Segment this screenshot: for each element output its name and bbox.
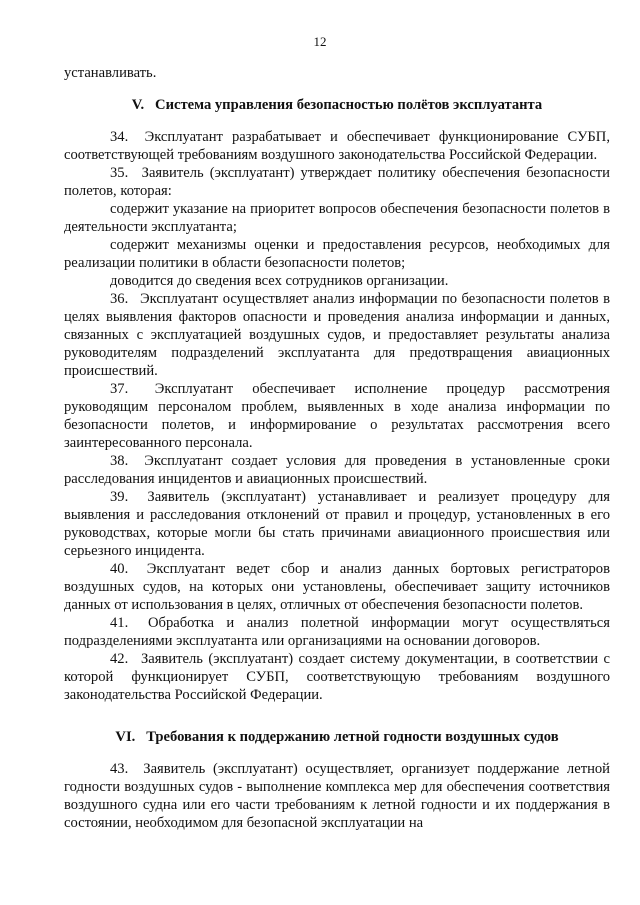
paragraph-34: 34. Эксплуатант разрабатывает и обеспечивает функционирование СУБП, соответствующей требованиям воздушного законодательства Российской Федерации. bbox=[64, 129, 610, 163]
section-heading-6: VI. Требования к поддержанию летной годности воздушных судов bbox=[115, 729, 559, 745]
paragraph-35-item-3: доводится до сведения всех сотрудников организации. bbox=[110, 273, 449, 289]
paragraph-35-item-1: содержит указание на приоритет вопросов обеспечения безопасности полетов в деятельности эксплуатанта; bbox=[64, 201, 610, 235]
paragraph-39: 39. Заявитель (эксплуатант) устанавливает и реализует процедуру для выявления и расследования отклонений от правил и процедур, установленных в его руководствах, которые могли бы стать причинами авиационного происшествия или серьезного инцидента. bbox=[64, 489, 610, 559]
section-heading-5: V. Система управления безопасностью полётов эксплуатанта bbox=[131, 97, 543, 113]
paragraph-38: 38. Эксплуатант создает условия для проведения в установленные сроки расследования инцидентов и авиационных происшествий. bbox=[64, 453, 610, 487]
paragraph-35-item-2: содержит механизмы оценки и предоставления ресурсов, необходимых для реализации политики в области безопасности полетов; bbox=[64, 237, 610, 271]
document-body bbox=[64, 64, 610, 832]
paragraph-41: 41. Обработка и анализ полетной информации могут осуществляться подразделениями эксплуатанта или организациями на основании договоров. bbox=[64, 615, 610, 649]
paragraph-continuation: устанавливать. bbox=[64, 65, 157, 81]
paragraph-42: 42. Заявитель (эксплуатант) создает систему документации, в соответствии с которой функционирует СУБП, соответствующую требованиям воздушного законодательства Российской Федерации. bbox=[64, 651, 610, 703]
paragraph-40: 40. Эксплуатант ведет сбор и анализ данных бортовых регистраторов воздушных судов, на которых они установлены, обеспечивает защиту источников данных от использования в целях, отличных от обеспечения безопасности полетов. bbox=[64, 561, 610, 613]
paragraph-35: 35. Заявитель (эксплуатант) утверждает политику обеспечения безопасности полетов, которая: bbox=[64, 165, 610, 199]
paragraph-36: 36. Эксплуатант осуществляет анализ информации по безопасности полетов в целях выявления факторов опасности и проведения анализа информации и данных, связанных с эксплуатацией воздушных судов, и предоставляет результаты анализа руководителям подразделений эксплуатанта для предотвращения авиационных происшествий. bbox=[64, 291, 610, 379]
paragraph-43: 43. Заявитель (эксплуатант) осуществляет, организует поддержание летной годности воздушных судов - выполнение комплекса мер для обеспечения соответствия воздушного судна или его части требованиям к летной годности и их поддержания в состоянии, необходимом для безопасной эксплуатации на bbox=[64, 761, 610, 831]
page-number: 12 bbox=[313, 34, 327, 49]
paragraph-37: 37. Эксплуатант обеспечивает исполнение процедур рассмотрения руководящим персоналом проблем, выявленных в ходе анализа информации по безопасности полетов, и информирование о результатах рассмотрения всего заинтересованного персонала. bbox=[64, 381, 610, 451]
